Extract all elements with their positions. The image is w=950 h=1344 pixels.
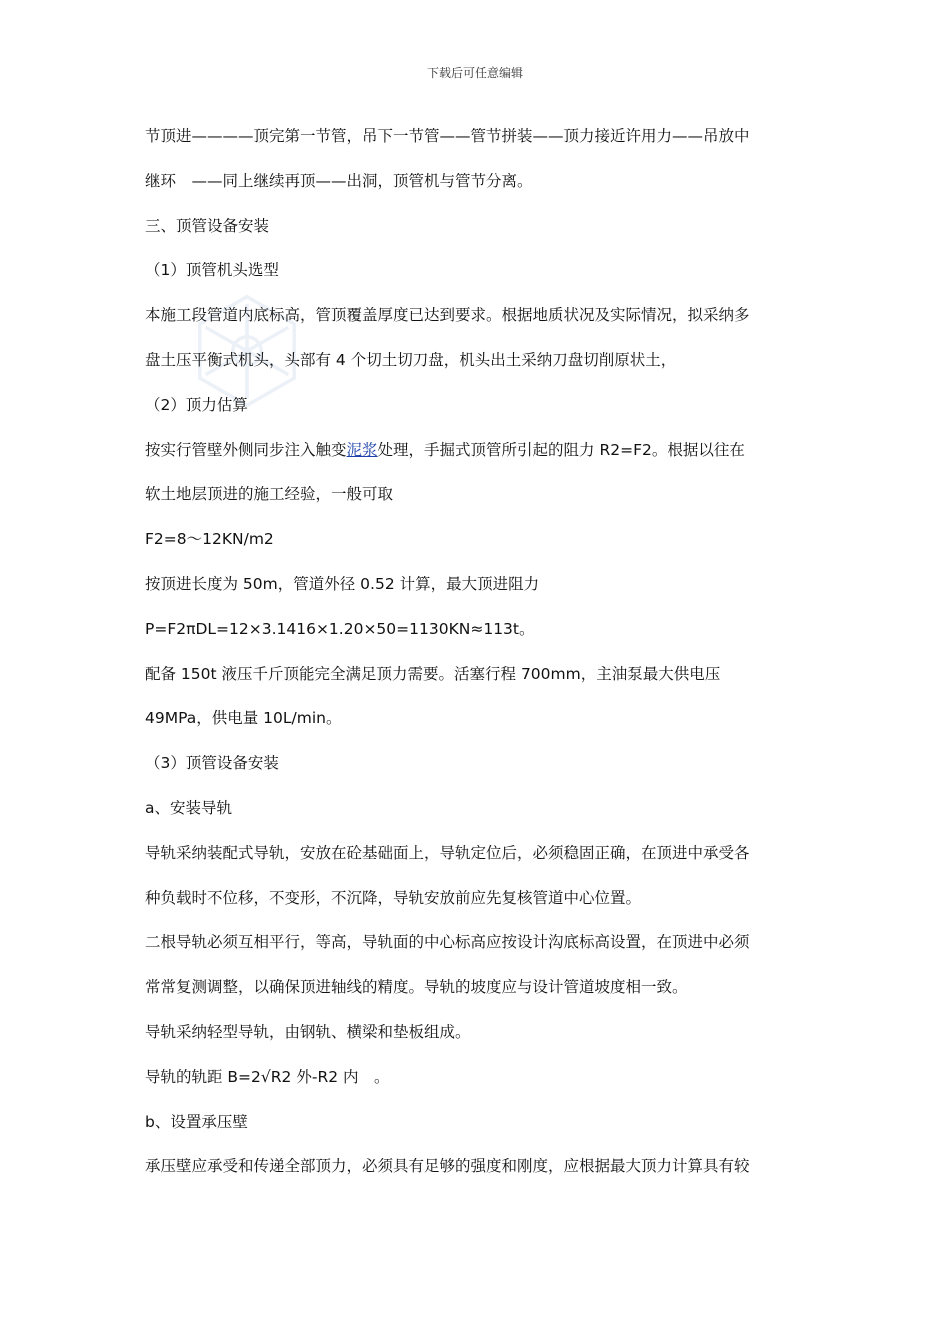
paragraph-line: 种负载时不位移，不变形，不沉降，导轨安放前应先复核管道中心位置。 [145, 888, 642, 907]
item-heading: a、安装导轨 [145, 798, 232, 817]
section-heading: 三、顶管设备安装 [145, 216, 270, 235]
mud-link[interactable]: 泥浆 [346, 440, 378, 459]
paragraph-line: 软土地层顶进的施工经验，一般可取 [145, 485, 394, 504]
paragraph-line: 49MPa，供电量 10L/min。 [145, 709, 342, 728]
paragraph-line: 导轨采纳轻型导轨，由钢轨、横梁和垫板组成。 [145, 1022, 471, 1041]
line-text: 按实行管壁外侧同步注入触变 [145, 440, 347, 459]
paragraph-line: 导轨采纳装配式导轨，安放在砼基础面上，导轨定位后，必须稳固正确，在顶进中承受各 [145, 843, 750, 862]
paragraph-line: 继环 ——同上继续再顶——出洞，顶管机与管节分离。 [145, 171, 533, 190]
paragraph-line: 常常复测调整，以确保顶进轴线的精度。导轨的坡度应与设计管道坡度相一致。 [145, 978, 688, 997]
paragraph-line: 节顶进————顶完第一节管，吊下一节管——管节拼装——顶力接近许用力——吊放中 [145, 127, 750, 145]
paragraph-line: 承压壁应承受和传递全部顶力，必须具有足够的强度和刚度，应根据最大顶力计算具有较 [145, 1157, 750, 1176]
line-text: 处理，手掘式顶管所引起的阻力 R2=F2。根据以往在 [377, 440, 745, 459]
item-heading: b、设置承压壁 [145, 1112, 248, 1131]
formula-line: P=F2πDL=12×3.1416×1.20×50=1130KN≈113t。 [145, 619, 535, 638]
subsection-heading: （2）顶力估算 [145, 395, 248, 414]
paragraph-line: 二根导轨必须互相平行，等高，导轨面的中心标高应按设计沟底标高设置，在顶进中必须 [145, 933, 750, 952]
paragraph-line: 配备 150t 液压千斤顶能完全满足顶力需要。活塞行程 700mm，主油泵最大供电压 [145, 664, 721, 683]
paragraph-line: 按顶进长度为 50m，管道外径 0.52 计算，最大顶进阻力 [145, 574, 540, 593]
paragraph-line: 盘土压平衡式机头，头部有 4 个切土切刀盘，机头出土采纳刀盘切削原状土， [145, 350, 677, 369]
page-header: 下载后可任意编辑 [426, 66, 523, 80]
subsection-heading: （3）顶管设备安装 [145, 754, 279, 773]
paragraph-line: 本施工段管道内底标高，管顶覆盖厚度已达到要求。根据地质状况及实际情况，拟采纳多 [145, 306, 750, 325]
document-body [145, 124, 805, 1199]
formula-line: 导轨的轨距 B=2√R2 外-R2 内 。 [145, 1067, 390, 1086]
paragraph-line [145, 438, 805, 483]
formula-line: F2=8～12KN/m2 [145, 530, 274, 549]
subsection-heading: （1）顶管机头选型 [145, 261, 279, 280]
